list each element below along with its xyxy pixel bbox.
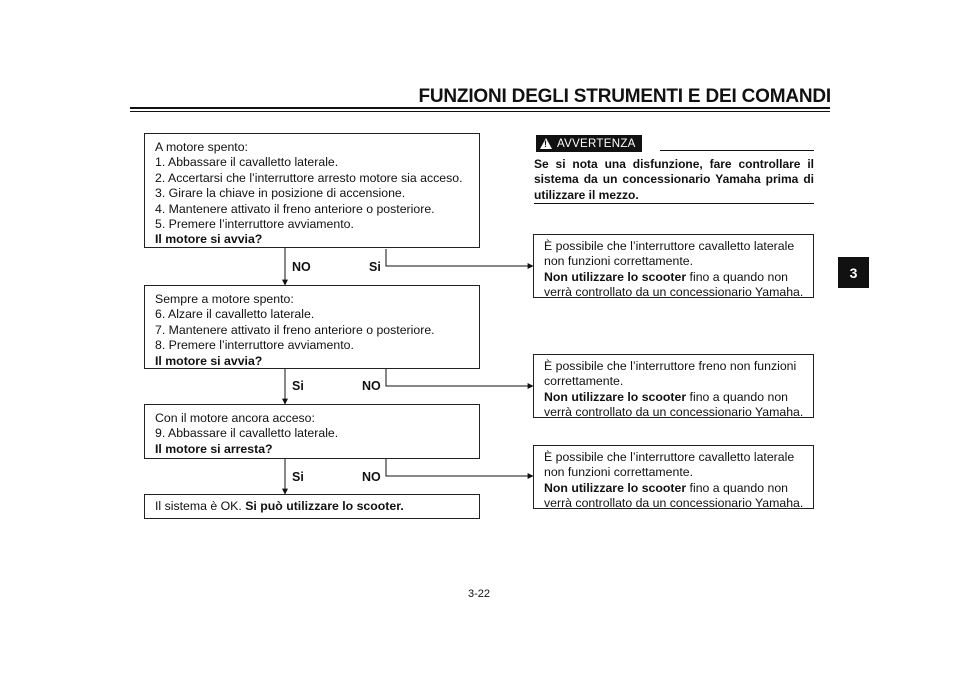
branch-label-down-1: NO: [292, 260, 311, 274]
result-line: correttamente.: [544, 374, 624, 389]
warning-badge-label: AVVERTENZA: [557, 137, 636, 150]
arrow-right-1: [386, 249, 533, 266]
result-bold: Non utilizzare lo scooter: [544, 389, 687, 404]
result-box-1: [533, 234, 814, 298]
flow-final-box: [144, 494, 480, 519]
warning-header: [532, 135, 814, 152]
flow-step-box-2: [144, 285, 480, 369]
step-line: 6. Alzare il cavalletto laterale.: [155, 307, 315, 322]
result-line: fino a quando non: [689, 389, 789, 404]
step-question: Il motore si arresta?: [155, 441, 273, 456]
flow-step-box-1: [144, 133, 480, 248]
branch-label-down-3: Si: [292, 470, 304, 484]
step-question: Il motore si avvia?: [155, 232, 263, 247]
step-line: 5. Premere l’interruttore avviamento.: [155, 217, 354, 232]
result-box-3: [533, 445, 814, 509]
chapter-tab: 3: [838, 257, 869, 288]
final-text: Il sistema è OK.: [155, 499, 242, 513]
result-line: È possibile che l’interruttore cavalletto laterale: [544, 239, 795, 253]
step-question: Il motore si avvia?: [155, 353, 263, 368]
branch-label-right-1: Si: [369, 260, 381, 274]
step-line: A motore spento:: [155, 140, 248, 154]
result-line: È possibile che l’interruttore cavalletto laterale: [544, 450, 795, 464]
page-title: FUNZIONI DEGLI STRUMENTI E DEI COMANDI: [418, 86, 831, 107]
arrow-right-3: [386, 459, 533, 476]
warning-rule-bottom: [534, 203, 814, 204]
result-line: non funzioni correttamente.: [544, 465, 694, 480]
result-box-2: [533, 354, 814, 418]
result-bold: Non utilizzare lo scooter: [544, 269, 687, 284]
result-line: fino a quando non: [689, 480, 789, 495]
warning-icon: [540, 138, 552, 149]
result-line: verrà controllato da un concessionario Yamaha.: [544, 496, 804, 511]
result-line: È possibile che l’interruttore freno non funzioni: [544, 359, 797, 373]
step-line: 9. Abbassare il cavalletto laterale.: [155, 426, 339, 441]
branch-label-down-2: Si: [292, 379, 304, 393]
step-line: Con il motore ancora acceso:: [155, 411, 315, 425]
page-number: 3-22: [468, 588, 491, 600]
result-line: fino a quando non: [689, 269, 789, 284]
result-line: verrà controllato da un concessionario Yamaha.: [544, 405, 804, 420]
step-line: 8. Premere l’interruttore avviamento.: [155, 338, 354, 353]
result-line: verrà controllato da un concessionario Yamaha.: [544, 285, 804, 300]
warning-text: Se si nota una disfunzione, fare controllare il sistema da un concessionario Yamaha prima di utilizzare il mezzo.: [534, 157, 814, 202]
warning-rule-top: [660, 150, 814, 151]
step-line: 1. Abbassare il cavalletto laterale.: [155, 155, 339, 170]
warning-badge: [536, 135, 642, 152]
branch-label-right-3: NO: [362, 470, 381, 484]
step-line: 2. Accertarsi che l’interruttore arresto motore sia acceso.: [155, 170, 463, 185]
final-text-bold: Si può utilizzare lo scooter.: [245, 499, 404, 513]
result-bold: Non utilizzare lo scooter: [544, 480, 687, 495]
step-line: 7. Mantenere attivato il freno anteriore o posteriore.: [155, 322, 435, 337]
flow-step-box-3: [144, 404, 480, 459]
step-line: 4. Mantenere attivato il freno anteriore o posteriore.: [155, 201, 435, 216]
result-line: non funzioni correttamente.: [544, 254, 694, 269]
step-line: 3. Girare la chiave in posizione di accensione.: [155, 186, 406, 201]
branch-label-right-2: NO: [362, 379, 381, 393]
arrow-right-2: [386, 369, 533, 386]
step-line: Sempre a motore spento:: [155, 292, 294, 306]
